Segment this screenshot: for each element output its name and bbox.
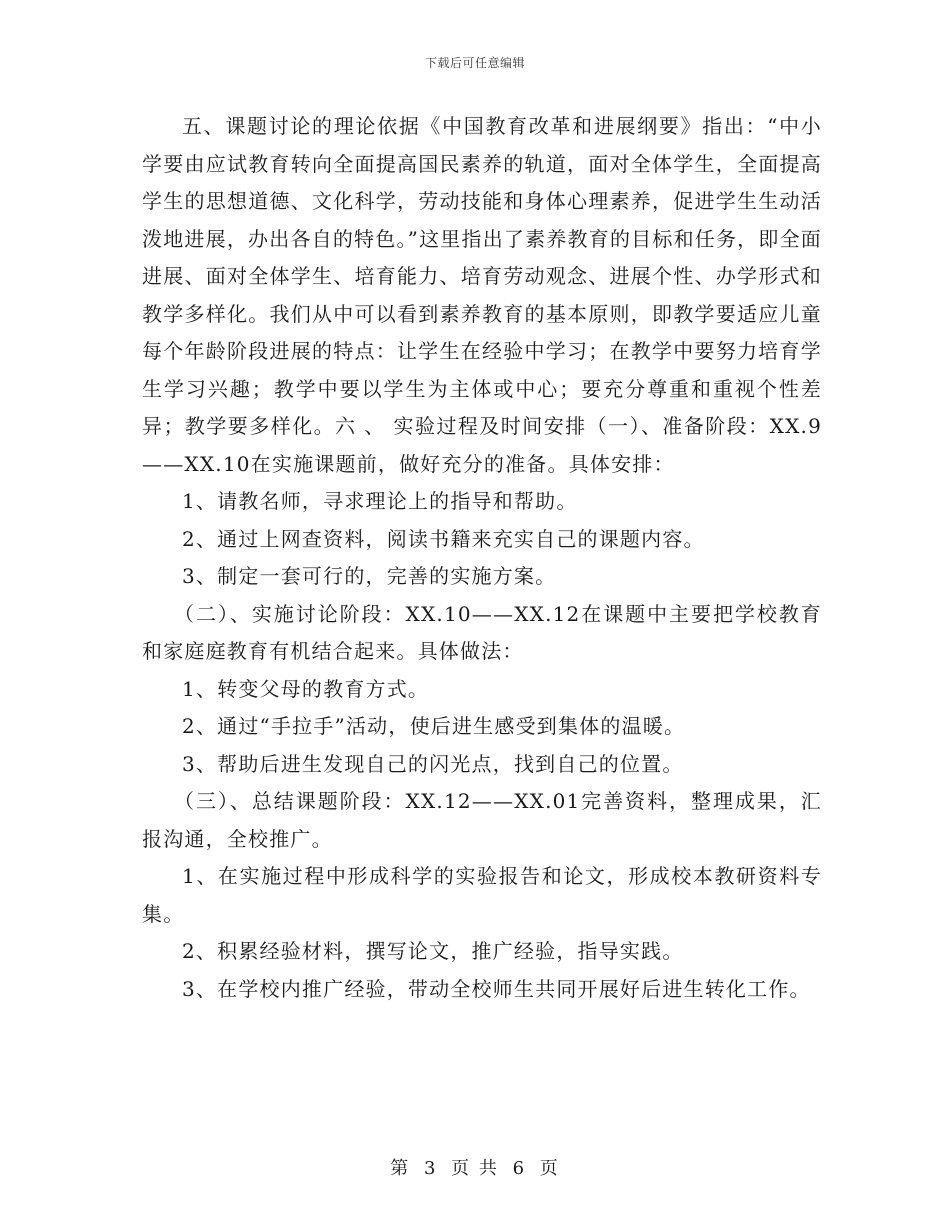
paragraph-summary-item-2: 2、积累经验材料，撰写论文，推广经验，指导实践。: [182, 939, 684, 963]
document-body: [142, 108, 822, 1008]
paragraph-summary-item-1: 1、在实施过程中形成科学的实验报告和论文，形成校本教研资料专集。: [142, 864, 822, 926]
paragraph-impl-item-2: 2、通过“手拉手”活动，使后进生感受到集体的温暖。: [182, 714, 686, 738]
footer-middle: 页 共: [451, 1158, 499, 1179]
paragraph-impl-item-3: 3、帮助后进生发现自己的闪光点，找到自己的位置。: [182, 751, 684, 776]
page-footer: [0, 1154, 950, 1180]
paragraph-impl-item-1: 1、转变父母的教育方式。: [182, 676, 430, 701]
footer-prefix: 第: [390, 1158, 411, 1179]
paragraph-prep-item-2: 2、通过上网查资料，阅读书籍来充实自己的课题内容。: [182, 526, 705, 551]
paragraph-prep-item-1: 1、请教名师，寻求理论上的指导和帮助。: [182, 489, 578, 513]
footer-page-number: 3: [423, 1158, 438, 1179]
paragraph-implementation-stage: （二）、实施讨论阶段：XX.10——XX.12在课题中主要把学校教育和家庭庭教育有机结合起来。具体做法：: [142, 601, 822, 663]
paragraph-summary-item-3: 3、在学校内推广经验，带动全校师生共同开展好后进生转化工作。: [182, 976, 811, 1001]
footer-total-pages: 6: [512, 1158, 527, 1179]
page-header: 下载后可任意编辑: [424, 56, 525, 70]
footer-suffix: 页: [539, 1158, 560, 1179]
paragraph-prep-item-3: 3、制定一套可行的，完善的实施方案。: [182, 564, 557, 588]
paragraph-theory-basis: 五、课题讨论的理论依据《中国教育改革和进展纲要》指出：“中小学要由应试教育转向全面提高国民素养的轨道，面对全体学生，全面提高学生的思想道德、文化科学，劳动技能和身体心理素养，促进学生生动活泼地进展，办出各自的特色。”这里指出了素养教育的目标和任务，即全面进展、面对全体学生、培育能力、培育劳动观念、进展个性、办学形式和教学多样化。我们从中可以看到素养教育的基本原则，即教学要适应儿童每个年龄阶段进展的特点：让学生在经验中学习；在教学中要努力培育学生学习兴趣；教学中要以学生为主体或中心；要充分尊重和重视个性差异；教学要多样化。六 、 实验过程及时间安排（一）、准备阶段：XX.9——XX.10在实施课题前，做好充分的准备。具体安排：: [142, 114, 822, 476]
paragraph-summary-stage: （三）、总结课题阶段：XX.12——XX.01完善资料，整理成果，汇报沟通，全校推广。: [142, 789, 822, 851]
